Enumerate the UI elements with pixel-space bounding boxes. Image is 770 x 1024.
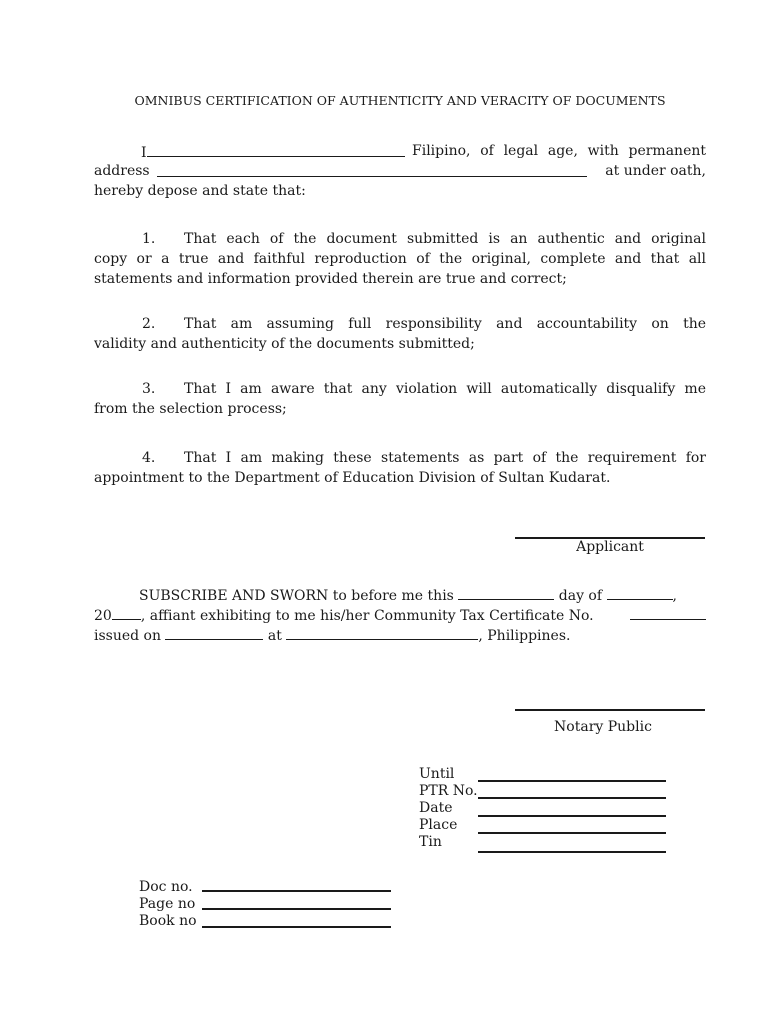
day-blank[interactable] (458, 586, 554, 600)
intro-address-label: address (94, 163, 150, 179)
item-number: 4. (142, 450, 156, 466)
intro-i: I (141, 145, 147, 161)
item-text: That am assuming full responsibility and accountability on the (184, 316, 706, 332)
notary-label: Notary Public (554, 719, 652, 735)
doc-no-blank[interactable] (202, 890, 391, 892)
ctc-number-blank[interactable] (630, 606, 706, 620)
applicant-label: Applicant (576, 539, 644, 555)
ptr-blank[interactable] (478, 797, 666, 799)
until-blank[interactable] (478, 780, 666, 782)
item-text: copy or a true and faithful reproduction of the original, complete and that all (94, 251, 706, 267)
intro-oath: at under oath, (605, 163, 706, 179)
intro-filipino: Filipino, of legal age, with permanent (412, 143, 706, 159)
doc-field-page: Page no (139, 896, 196, 912)
jurat-issued-on: issued on (94, 628, 162, 644)
item-number: 2. (142, 316, 156, 332)
jurat-philippines: , Philippines. (478, 628, 571, 644)
jurat-line-3 (94, 626, 570, 644)
jurat-subscribe: SUBSCRIBE AND SWORN to before me this (139, 588, 454, 604)
jurat-year-prefix: 20 (94, 608, 112, 624)
jurat-affiant: , affiant exhibiting to me his/her Community Tax Certificate No. (140, 608, 594, 624)
item-text: appointment to the Department of Education Division of Sultan Kudarat. (94, 470, 611, 486)
intro-line-1 (141, 143, 405, 161)
item-4 (94, 448, 706, 488)
item-2 (94, 314, 706, 354)
notary-field-tin: Tin (419, 834, 442, 850)
issued-date-blank[interactable] (165, 626, 263, 640)
name-blank[interactable] (147, 143, 405, 157)
doc-field-book: Book no (139, 913, 197, 929)
doc-field-doc: Doc no. (139, 879, 193, 895)
book-no-blank[interactable] (202, 926, 391, 928)
notary-field-until: Until (419, 766, 455, 782)
item-3 (94, 379, 706, 419)
item-number: 1. (142, 231, 156, 247)
jurat-line-2 (94, 606, 594, 624)
tin-blank[interactable] (478, 851, 666, 853)
item-text: statements and information provided therein are true and correct; (94, 271, 567, 287)
notary-signature-line[interactable] (515, 709, 705, 711)
document-title: OMNIBUS CERTIFICATION OF AUTHENTICITY AND VERACITY OF DOCUMENTS (134, 93, 666, 108)
date-blank[interactable] (478, 815, 666, 817)
address-blank[interactable] (157, 163, 587, 177)
notary-field-place: Place (419, 817, 458, 833)
jurat-line-1 (139, 586, 677, 604)
item-number: 3. (142, 381, 156, 397)
place-blank[interactable] (478, 832, 666, 834)
jurat-at: at (267, 628, 282, 644)
item-text: from the selection process; (94, 401, 287, 417)
intro-depose: hereby depose and state that: (94, 183, 306, 199)
item-text: That each of the document submitted is an authentic and original (184, 231, 706, 247)
month-blank[interactable] (607, 586, 673, 600)
notary-field-date: Date (419, 800, 453, 816)
item-text: That I am making these statements as part of the requirement for (184, 450, 706, 466)
item-text: validity and authenticity of the documents submitted; (94, 336, 475, 352)
jurat-day-of: day of (558, 588, 603, 604)
issued-place-blank[interactable] (286, 626, 478, 640)
page-no-blank[interactable] (202, 908, 391, 910)
year-blank[interactable] (112, 606, 141, 620)
notary-field-ptr: PTR No. (419, 783, 478, 799)
item-text: That I am aware that any violation will automatically disqualify me (184, 381, 706, 397)
item-1 (94, 229, 706, 289)
jurat-comma: , (672, 588, 677, 604)
